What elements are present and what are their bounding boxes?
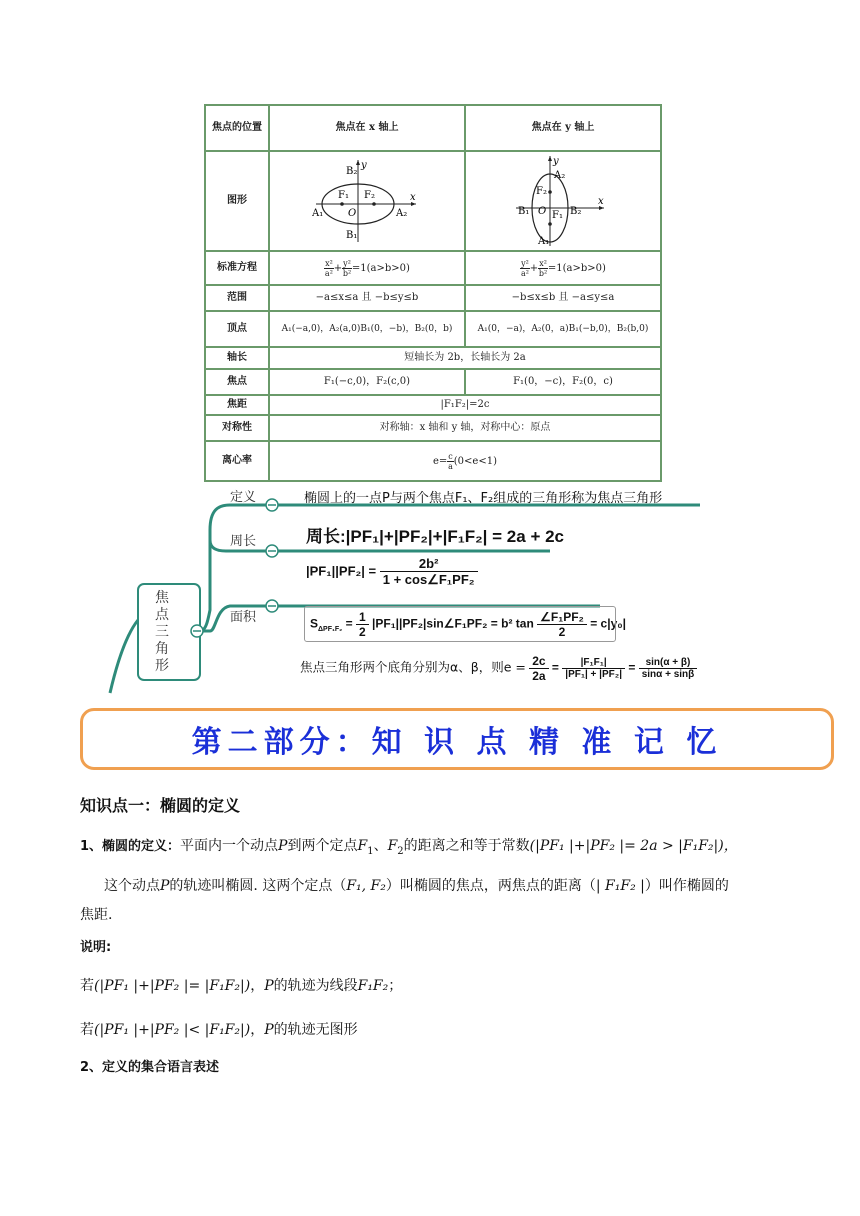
denominator: 2 (358, 625, 366, 639)
figure-x-cell (269, 151, 465, 251)
denominator: 2a (532, 669, 546, 683)
fraction (324, 259, 334, 278)
fraction (562, 657, 625, 680)
formula-right: = c|y₀| (590, 616, 627, 631)
label-B1: B₁ (518, 206, 530, 217)
text: 到两个定点 (287, 838, 358, 854)
table-cell: F₁(0，−c)，F₂(0，c) (465, 369, 661, 395)
math-P: P (264, 978, 274, 994)
numerator: 2c (529, 654, 548, 669)
ecc-post: (0<e<1) (453, 455, 497, 467)
definition-paragraph-line3: 焦距. (80, 907, 113, 923)
note-case-2 (80, 1020, 358, 1040)
table-cell: 短轴长为 2b，长轴长为 2a (269, 347, 661, 369)
table-row (205, 105, 661, 151)
row-label: 轴长 (205, 347, 269, 369)
text: 的轨迹叫椭圆. 这两个定点（ (169, 878, 347, 894)
text: ）叫作椭圆的 (644, 878, 729, 894)
text: ， (250, 1022, 265, 1038)
area-label: 面积 (230, 610, 257, 625)
area-subscript: ΔPF₁F₂ (318, 626, 343, 634)
text: 若 (80, 1022, 94, 1038)
numerator: c (448, 451, 453, 461)
table-header-cell: 焦点的位置 (205, 105, 269, 151)
denominator: b² (538, 268, 548, 278)
math-F: F (387, 838, 398, 854)
row-label: 焦点 (205, 369, 269, 395)
fraction (342, 259, 352, 278)
eccentricity-cell (269, 441, 661, 481)
row-label: 离心率 (205, 441, 269, 481)
equation-x-cell: $\frac{\text{x²}}{\text{a²}}$ + $\frac{\text{y²}}{\text{b²}}$ =1(a>b>0) (269, 251, 465, 285)
perimeter-label: 周长 (230, 534, 257, 549)
math-P: P (264, 1022, 274, 1038)
definition-paragraph-line2 (104, 876, 729, 896)
text: 若 (80, 978, 94, 994)
fraction (529, 654, 548, 683)
subsection-2-label: 2、定义的集合语言表述 (80, 1060, 220, 1075)
ellipse-properties-table (204, 104, 662, 482)
numerator: sin(α + β) (639, 657, 698, 669)
denominator: sinα + sinβ (641, 669, 695, 680)
formula-left: |PF₁||PF₂| = (306, 563, 377, 579)
label-F1: F₁ (338, 190, 349, 201)
label-F2: F₂ (536, 186, 547, 197)
label-A2: A₂ (396, 208, 408, 219)
ellipse-x-figure (312, 156, 422, 246)
section-heading: 知识点一：椭圆的定义 (80, 796, 241, 815)
label-y: y (553, 156, 559, 167)
label-y: y (361, 160, 367, 171)
table-row (205, 441, 661, 481)
equals: = (345, 616, 353, 631)
table-header-cell: 焦点在 x 轴上 (269, 105, 465, 151)
ecc-pre: e= (433, 455, 448, 467)
text: 平面内一个动点 (180, 838, 279, 854)
note-case-1 (80, 976, 402, 996)
text: 这个动点 (104, 878, 160, 894)
label-F1: F₁ (552, 210, 563, 221)
row-label: 对称性 (205, 415, 269, 441)
equation-y-cell: $\frac{\text{y²}}{\text{a²}}$ + $\frac{\text{x²}}{\text{b²}}$ =1(a>b>0) (465, 251, 661, 285)
area-formula-2-box (304, 606, 616, 642)
math-distance: | F₁F₂ | (595, 878, 645, 894)
separator: 、 (373, 838, 388, 854)
text: ； (388, 978, 403, 994)
numerator: y² (343, 258, 351, 268)
text: ）叫椭圆的焦点，两焦点的距离（ (385, 878, 596, 894)
mindmap-root: 焦点三角形 (155, 590, 169, 674)
numerator: x² (539, 258, 547, 268)
label-O: O (538, 206, 547, 217)
area-formula-1 (306, 556, 478, 588)
table-row (205, 415, 661, 441)
subscript: 1 (367, 845, 374, 857)
numerator: 2b² (380, 556, 478, 572)
figure-y-cell (465, 151, 661, 251)
definition-label: 定义 (230, 490, 257, 505)
definition-text: 椭圆上的一点P与两个焦点F₁、F₂组成的三角形称为焦点三角形 (304, 491, 663, 506)
definition-label: 1、椭圆的定义： (80, 839, 181, 854)
denominator: b² (342, 268, 352, 278)
ecc-formula (300, 654, 697, 683)
math-P: P (278, 838, 288, 854)
row-label: 标准方程 (205, 251, 269, 285)
ecc-text: 焦点三角形两个底角分别为α、β，则e = (300, 659, 526, 675)
table-cell: −b≤x≤b 且 −a≤y≤a (465, 285, 661, 311)
label-x: x (410, 192, 416, 203)
numerator: ∠F₁PF₂ (537, 610, 587, 625)
fraction (520, 259, 530, 278)
equals: = (551, 660, 559, 675)
math-F: F (357, 838, 368, 854)
row-label: 范围 (205, 285, 269, 311)
label-O: O (348, 208, 357, 219)
denominator: a (448, 461, 453, 471)
equation-rest: =1(a>b>0) (351, 262, 410, 274)
table-cell: A₁(0，−a)，A₂(0，a)B₁(−b,0)，B₂(b,0) (465, 311, 661, 347)
text: 的轨迹为线段 (273, 978, 358, 994)
definition-formula: (|PF₁ |+|PF₂ |= 2a > |F₁F₂|)， (529, 838, 738, 854)
table-row (205, 285, 661, 311)
label-B1: B₁ (346, 230, 358, 241)
label-A2: A₂ (554, 170, 566, 181)
label-A1: A₁ (312, 208, 324, 219)
area-symbol: S (310, 616, 319, 631)
denominator: |PF₁| + |PF₂| (565, 669, 622, 680)
table-cell: |F₁F₂|=2c (269, 395, 661, 415)
formula-mid: |PF₁||PF₂|sin∠F₁PF₂ = b² tan (372, 616, 534, 631)
math-P: P (160, 878, 170, 894)
fraction (538, 259, 548, 278)
definition-paragraph-line1 (80, 836, 738, 862)
perimeter-formula: 周长:|PF₁|+|PF₂|+|F₁F₂| = 2a + 2c (306, 527, 565, 546)
banner-title: 第二部分：知 识 点 精 准 记 忆 (191, 725, 723, 760)
text: 的距离之和等于常数 (403, 838, 530, 854)
case2-formula: (|PF₁ |+|PF₂ |< |F₁F₂|) (94, 1022, 251, 1038)
section-banner (80, 708, 834, 770)
math-foci: F₁, F₂ (346, 878, 386, 894)
label-x: x (598, 196, 604, 207)
denominator: 1 + cos∠F₁PF₂ (382, 572, 475, 587)
math-segment: F₁F₂ (357, 978, 389, 994)
table-cell: A₁(−a,0)，A₂(a,0)B₁(0，−b)，B₂(0，b) (269, 311, 465, 347)
denominator: 2 (558, 625, 566, 639)
ellipse-y-figure (508, 154, 618, 248)
table-cell: F₁(−c,0)，F₂(c,0) (269, 369, 465, 395)
row-label: 顶点 (205, 311, 269, 347)
label-A1: A₁ (538, 236, 550, 247)
table-row (205, 311, 661, 347)
equation-rest: =1(a>b>0) (547, 262, 606, 274)
equals: = (628, 660, 636, 675)
fraction (639, 657, 698, 680)
text: ， (250, 978, 265, 994)
label-B2: B₂ (346, 166, 358, 177)
denominator: a² (520, 268, 529, 278)
numerator: y² (521, 258, 529, 268)
label-F2: F₂ (364, 190, 375, 201)
note-label: 说明: (80, 940, 112, 955)
text: 的轨迹无图形 (273, 1022, 358, 1038)
table-row (205, 251, 661, 285)
table-header-cell: 焦点在 y 轴上 (465, 105, 661, 151)
table-cell: 对称轴：x 轴和 y 轴，对称中心：原点 (269, 415, 661, 441)
table-row (205, 395, 661, 415)
numerator: x² (325, 258, 333, 268)
numerator: |F₁F₁| (562, 657, 625, 669)
table-row (205, 369, 661, 395)
table-row (205, 151, 661, 251)
table-row (205, 347, 661, 369)
row-label: 图形 (205, 151, 269, 251)
table-cell: −a≤x≤a 且 −b≤y≤b (269, 285, 465, 311)
fraction (380, 556, 478, 588)
subscript: 2 (397, 845, 404, 857)
numerator: 1 (356, 610, 369, 625)
row-label: 焦距 (205, 395, 269, 415)
denominator: a² (324, 268, 333, 278)
case1-formula: (|PF₁ |+|PF₂ |= |F₁F₂|) (94, 978, 251, 994)
label-B2: B₂ (570, 206, 582, 217)
